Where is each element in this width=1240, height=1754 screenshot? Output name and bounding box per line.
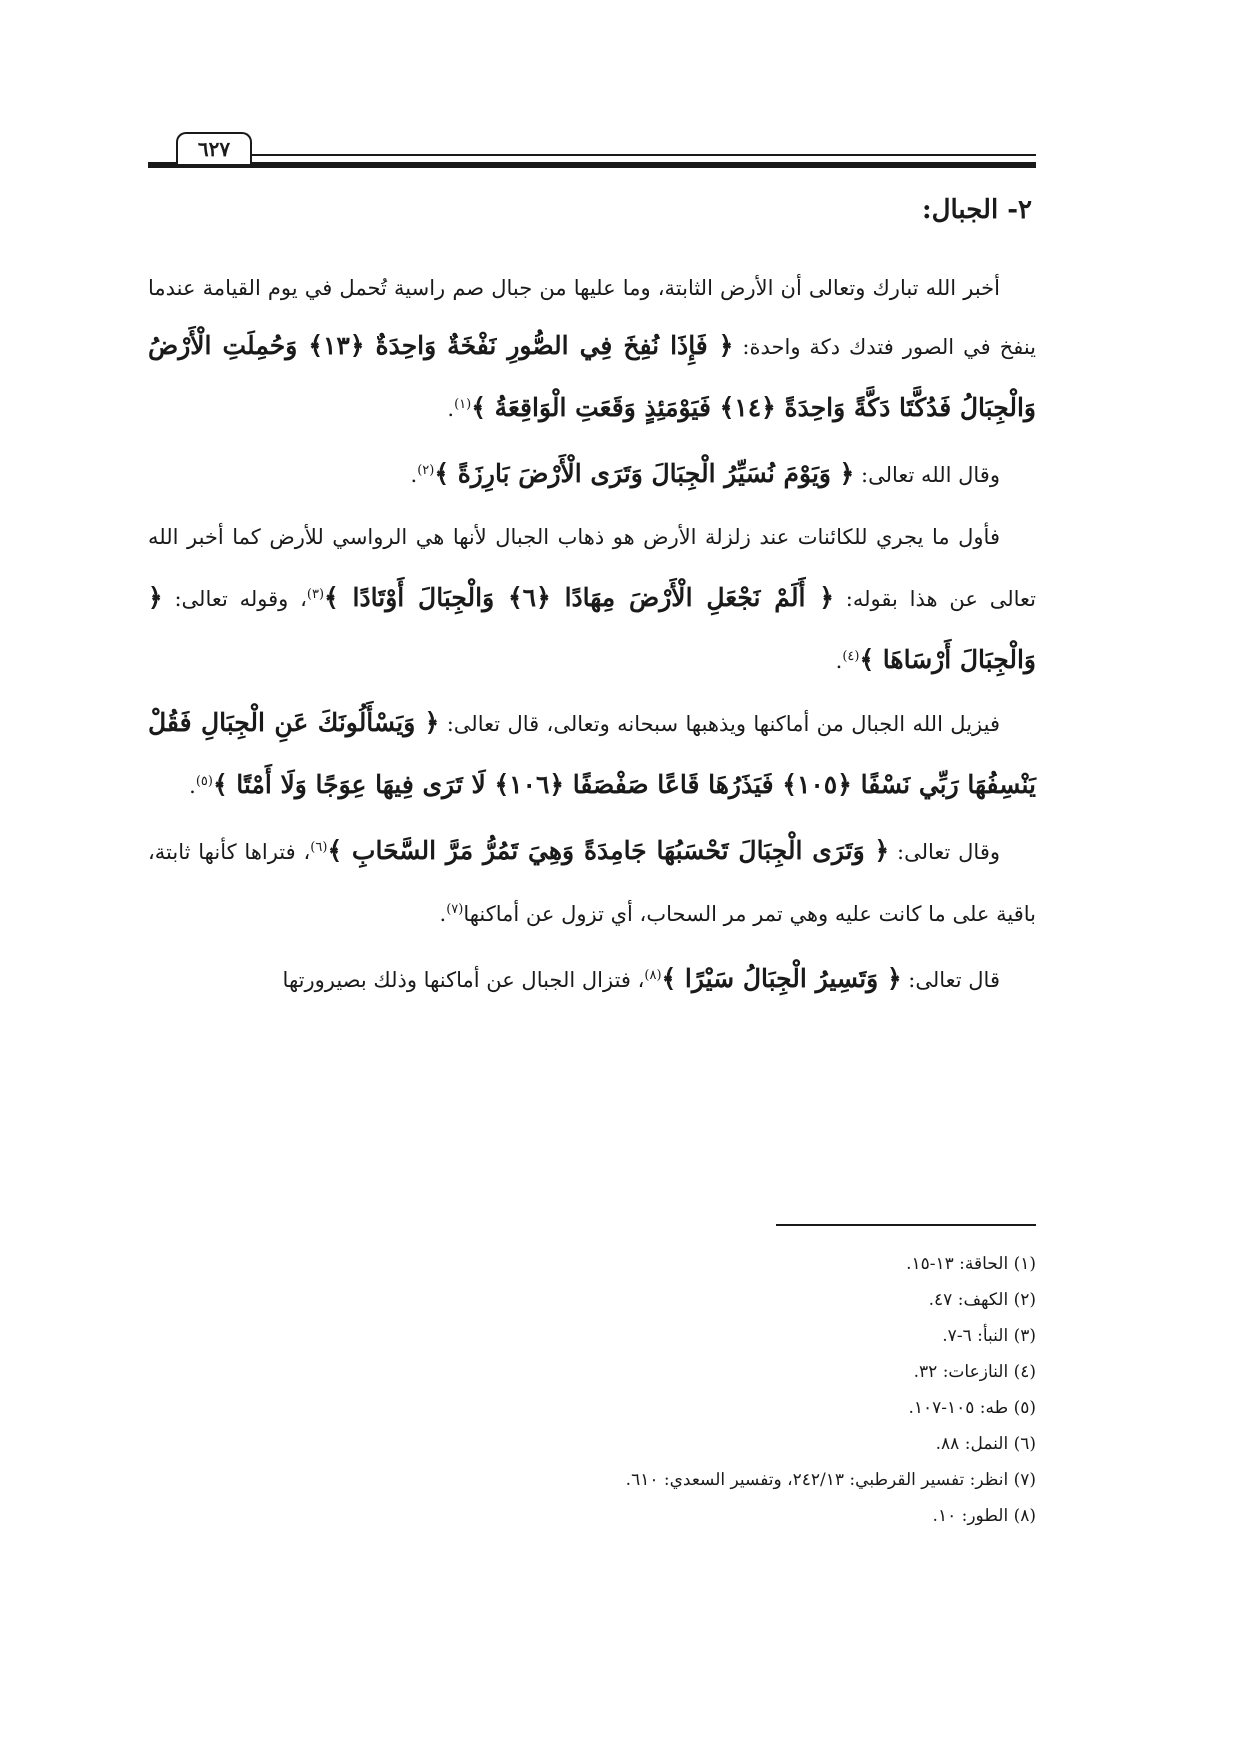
text-run: فيزيل الله الجبال من أماكنها ويذهبها سبحانه وتعالى، قال تعالى: [439, 712, 1000, 736]
footnote: (٥) طه: ١٠٥-١٠٧. [908, 1398, 1036, 1418]
footnote-separator [776, 1224, 1036, 1226]
quran-verse: ﴿ وَتَرَى الْجِبَالَ تَحْسَبُهَا جَامِدَةً وَهِيَ تَمُرُّ مَرَّ السَّحَابِ ﴾ [327, 836, 890, 865]
text-run: قال تعالى: [901, 968, 1000, 992]
text-run: . [835, 649, 843, 673]
paragraphs [148, 259, 1036, 1009]
quran-verse: ﴿ وَتَسِيرُ الْجِبَالُ سَيْرًا ﴾ [661, 964, 902, 993]
footnote-ref: (٦) [310, 840, 328, 855]
main-text [148, 195, 1036, 1013]
quran-verse: ﴿ أَلَمْ نَجْعَلِ الْأَرْضَ مِهَادًا ﴿٦﴾ وَالْجِبَالَ أَوْتَادًا ﴾ [324, 583, 834, 612]
text-run: وقال الله تعالى: [854, 463, 1000, 487]
quran-verse: ﴿ وَالْجِبَالَ أَرْسَاهَا ﴾ [148, 583, 1036, 674]
text-run: فأول ما يجري للكائنات عند زلزلة الأرض هو ذهاب الجبال لأنها هي الرواسي للأرض كما أخبر الله تعالى عن هذا بقوله: [148, 525, 1036, 611]
quran-verse: ﴿ فَإِذَا نُفِخَ فِي الصُّورِ نَفْخَةٌ وَاحِدَةٌ ﴿١٣﴾ وَحُمِلَتِ الْأَرْضُ وَالْجِبَالُ فَدُكَّتَا دَكَّةً وَاحِدَةً ﴿١٤﴾ فَيَوْمَئِذٍ وَقَعَتِ الْوَاقِعَةُ ﴾ [148, 331, 1036, 422]
page-header [148, 132, 1036, 172]
text-run: وقال تعالى: [889, 840, 1001, 864]
paragraph [148, 947, 1036, 1009]
text-run: . [447, 397, 455, 421]
text-run: ، فتراها كأنها ثابتة، باقية على ما كانت عليه وهي تمر مر السحاب، أي تزول عن أماكنها [148, 840, 1036, 926]
footnote: (٤) النازعات: ٣٢. [913, 1362, 1036, 1382]
footnotes [148, 1246, 1036, 1534]
footnote-ref: (٧) [446, 902, 464, 917]
footnote-ref: (٤) [842, 649, 860, 664]
text-run: . [410, 463, 418, 487]
quran-verse: ﴿ وَيَوْمَ نُسَيِّرُ الْجِبَالَ وَتَرَى الْأَرْضَ بَارِزَةً ﴾ [434, 459, 855, 488]
footnote-ref: (٥) [195, 774, 213, 789]
text-run: ، فتزال الجبال عن أماكنها وذلك بصيرورتها [282, 968, 645, 992]
footnote: (١) الحاقة: ١٣-١٥. [906, 1254, 1036, 1274]
footnote: (٧) انظر: تفسير القرطبي: ٢٤٢/١٣، وتفسير السعدي: ٦١٠. [625, 1470, 1036, 1490]
quran-verse: ﴿ وَيَسْأَلُونَكَ عَنِ الْجِبَالِ فَقُلْ يَنْسِفُهَا رَبِّي نَسْفًا ﴿١٠٥﴾ فَيَذَرُهَا قَاعًا صَفْصَفًا ﴿١٠٦﴾ لَا تَرَى فِيهَا عِوَجًا وَلَا أَمْتًا ﴾ [148, 708, 1036, 799]
footnote-ref: (٨) [644, 968, 662, 983]
footnote: (٦) النمل: ٨٨. [935, 1434, 1036, 1454]
section-heading: ٢- الجبال: [922, 195, 1032, 225]
paragraph [148, 259, 1036, 438]
footnote: (٨) الطور: ١٠. [932, 1506, 1036, 1526]
header-rule-thin [248, 154, 1036, 156]
header-rule-thick [148, 162, 1036, 168]
footnote-ref: (٢) [417, 463, 435, 478]
text-run: ، وقوله تعالى: [162, 587, 307, 611]
paragraph [148, 694, 1036, 815]
footnote: (٢) الكهف: ٤٧. [928, 1290, 1036, 1310]
text-run: . [439, 902, 447, 926]
page-number: ٦٢٧ [176, 132, 252, 164]
text-run: . [189, 774, 196, 798]
paragraph [148, 508, 1036, 690]
footnote-ref: (٣) [306, 587, 325, 602]
footnote: (٣) النبأ: ٦-٧. [942, 1326, 1036, 1346]
paragraph [148, 819, 1036, 943]
paragraph [148, 442, 1036, 504]
footnote-ref: (١) [454, 397, 472, 412]
text-run: أخبر الله تبارك وتعالى أن الأرض الثابتة، وما عليها من جبال صم راسية تُحمل في يوم القيامة عندما ينفخ في الصور فتدك دكة واحدة: [148, 276, 1036, 359]
